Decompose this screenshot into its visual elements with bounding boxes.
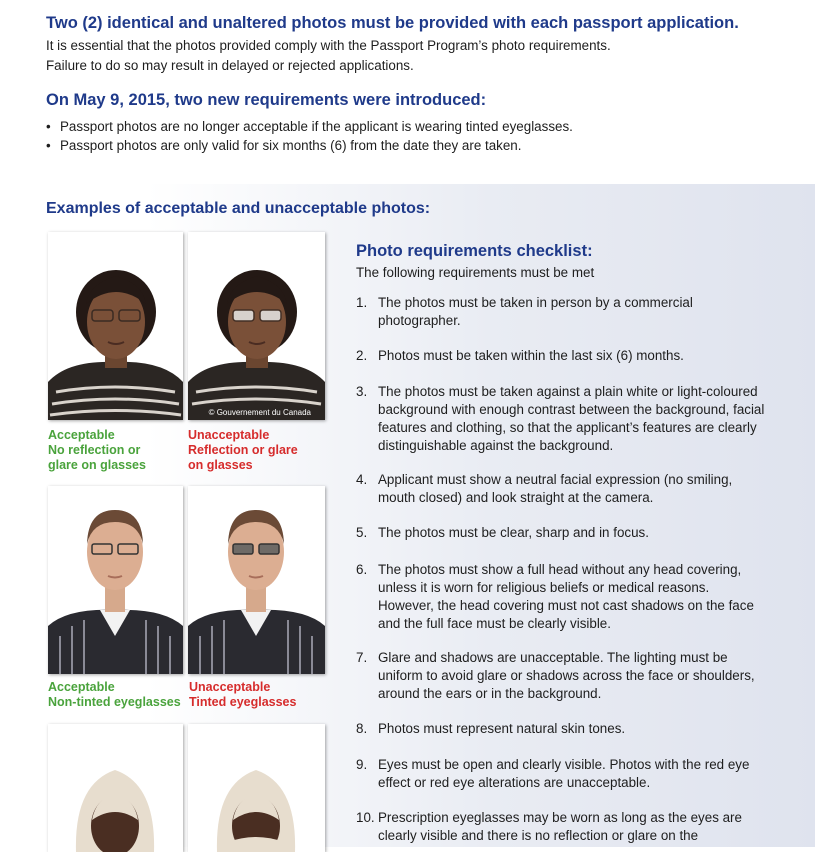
caption-2: Unacceptable Reflection or glare on glasses	[188, 428, 298, 472]
checklist-item: 9. Eyes must be open and clearly visible. Photos with the red eye effect or red eye alterations are unacceptable.	[356, 757, 750, 790]
checklist-item: 7. Glare and shadows are unacceptable. The lighting must be uniform to avoid glare or shadows across the face or shoulders, around the ears or in the background.	[356, 650, 755, 701]
update-title: On May 9, 2015, two new requirements were introduced:	[46, 91, 487, 109]
caption-1: Acceptable No reflection or glare on glasses	[48, 428, 146, 472]
checklist-title: Photo requirements checklist:	[356, 242, 593, 260]
checklist-item: 3. The photos must be taken against a plain white or light-coloured background with enough contrast between the background, facial features and clothing, so that the applicant’s features are clearly distinguishable against the background.	[356, 384, 765, 453]
intro-line-2: Failure to do so may result in delayed or rejected applications.	[46, 58, 414, 73]
photo-man-tinted	[188, 486, 325, 674]
watermark: © Gouvernement du Canada	[208, 408, 311, 417]
photo-woman-glare	[188, 232, 325, 420]
checklist-item: 10. Prescription eyeglasses may be worn as long as the eyes are clearly visible and there is no reflection or glare on the	[356, 810, 742, 843]
checklist-subtitle: The following requirements must be met	[356, 265, 595, 280]
examples-title: Examples of acceptable and unacceptable photos:	[46, 200, 431, 217]
intro-line-1: It is essential that the photos provided comply with the Passport Program’s photo requirements.	[46, 38, 611, 53]
checklist-item: 5. The photos must be clear, sharp and in focus.	[356, 525, 649, 540]
update-bullet-2: • Passport photos are only valid for six months (6) from the date they are taken.	[46, 138, 522, 153]
checklist-item: 1. The photos must be taken in person by a commercial photographer.	[356, 295, 693, 328]
photo-hijab-acceptable	[48, 724, 183, 852]
photo-man-acceptable	[48, 486, 183, 674]
photo-niqab-unacceptable	[188, 724, 325, 852]
checklist-item: 8. Photos must represent natural skin tones.	[356, 721, 626, 736]
caption-3: Acceptable Non-tinted eyeglasses	[48, 680, 181, 709]
photo-woman-acceptable	[48, 232, 183, 420]
checklist-item: 4. Applicant must show a neutral facial expression (no smiling, mouth closed) and look straight at the camera.	[356, 472, 733, 505]
intro-title: Two (2) identical and unaltered photos must be provided with each passport application.	[46, 14, 739, 32]
checklist-item: 6. The photos must show a full head without any head covering, unless it is worn for religious beliefs or medical reasons. However, the head covering must not cast shadows on the face and the full face must be clearly visible.	[356, 562, 754, 631]
update-bullet-1: • Passport photos are no longer acceptable if the applicant is wearing tinted eyeglasses.	[46, 119, 573, 134]
caption-4: Unacceptable Tinted eyeglasses	[189, 680, 297, 709]
checklist-item: 2. Photos must be taken within the last six (6) months.	[356, 348, 684, 363]
